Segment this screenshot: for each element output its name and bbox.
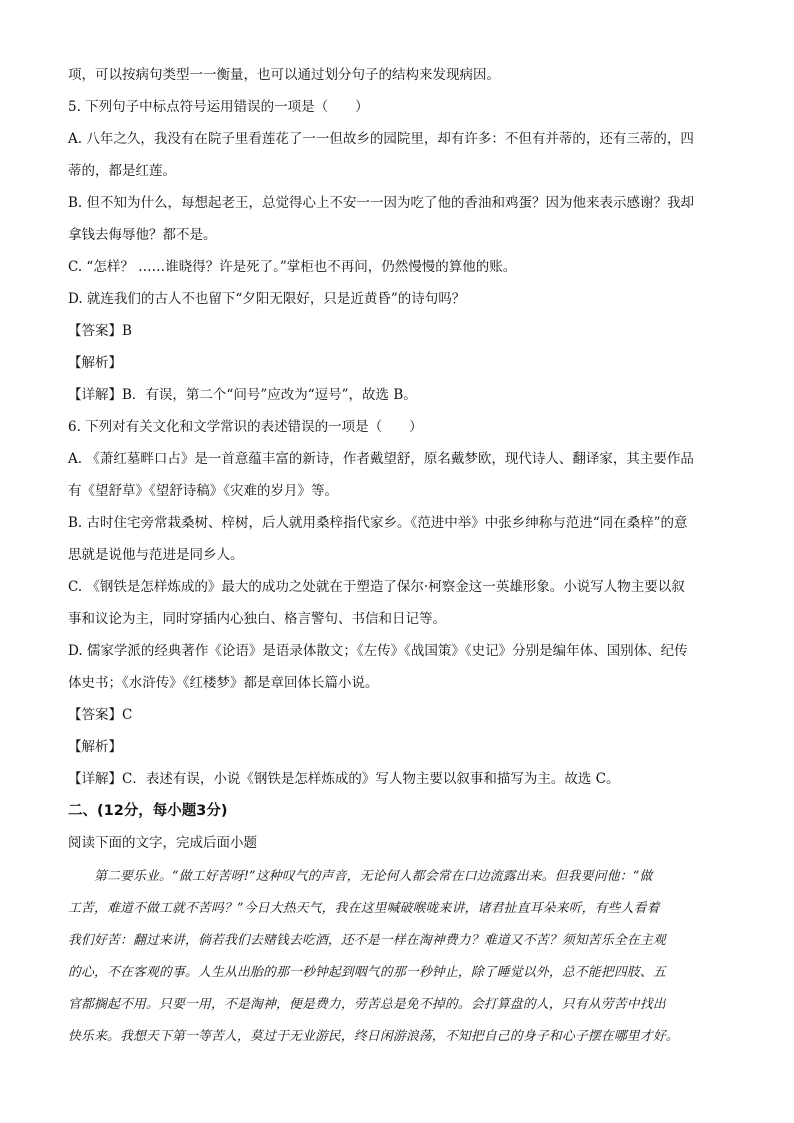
option-6c-line1: C. 《钢铁是怎样炼成的》最大的成功之处就在于塑造了保尔·柯察金这一英雄形象。小说写人物主要以叙	[68, 579, 685, 595]
option-6a-line1: A. 《萧红墓畔口占》是一首意蕴丰富的新诗，作者戴望舒，原名戴梦欧，现代诗人、翻译家，其主要作品	[68, 451, 694, 467]
option-5b-line1: B. 但不知为什么，每想起老王，总觉得心上不安一一因为吃了他的香油和鸡蛋？因为他来表示感谢？我却	[68, 195, 695, 211]
question-6: 6. 下列对有关文化和文学常识的表述错误的一项是（ ）	[68, 419, 423, 435]
option-5b-line2: 拿钱去侮辱他？都不是。	[68, 227, 217, 243]
passage-line-4: 的心，不在客观的事。人生从出胎的那一秒钟起到咽气的那一秒钟止，除了睡觉以外，总不能把四肢、五	[68, 965, 666, 980]
option-6c-line2: 事和议论为主，同时穿插内心独白、格言警句、书信和日记等。	[68, 611, 446, 627]
detail-6: 【详解】C．表述有误，小说《钢铁是怎样炼成的》写人物主要以叙事和描写为主。故选 C。	[68, 771, 620, 787]
option-5c: C. “怎样？ ……谁晓得？许是死了。”掌柜也不再问，仍然慢慢的算他的账。	[68, 259, 517, 275]
answer-5: 【答案】B	[68, 323, 132, 339]
passage-line-3: 我们好苦：翻过来讲，倘若我们去赌钱去吃酒，还不是一样在淘神费力？难道又不苦？须知苦乐全在主观	[68, 933, 666, 948]
answer-6: 【答案】C	[68, 707, 133, 723]
section-title: 二、(12分，每小题3分)	[68, 803, 228, 819]
analysis-5-heading: 【解析】	[68, 355, 122, 371]
passage-line-1: 第二要乐业。“做工好苦呀!”这种叹气的声音，无论何人都会常在口边流露出来。但我要问他：“做	[68, 869, 653, 884]
option-5d: D. 就连我们的古人不也留下“夕阳无限好，只是近黄昏”的诗句吗？	[68, 291, 466, 307]
intro-line: 项，可以按病句类型一一衡量，也可以通过划分句子的结构来发现病因。	[68, 67, 500, 83]
passage-line-2: 工苦，难道不做工就不苦吗？”今日大热天气，我在这里喊破喉咙来讲，诸君扯直耳朵来听，有些人看着	[68, 901, 660, 916]
option-5a-line1: A. 八年之久，我没有在院子里看莲花了一一但故乡的园院里，却有许多：不但有并蒂的，还有三蒂的，四	[68, 131, 694, 147]
option-6d-line2: 体史书；《水浒传》《红楼梦》都是章回体长篇小说。	[68, 675, 379, 691]
analysis-6-heading: 【解析】	[68, 739, 122, 755]
option-6b-line1: B. 古时住宅旁常栽桑树、梓树，后人就用桑梓指代家乡。《范进中举》中张乡绅称与范进“同在桑梓”的意	[68, 515, 688, 531]
section-instruction: 阅读下面的文字，完成后面小题	[68, 835, 257, 851]
passage-line-6: 快乐来。我想天下第一等苦人，莫过于无业游民，终日闲游浪荡，不知把自己的身子和心子摆在哪里才好。	[68, 1029, 679, 1044]
option-5a-line2: 蒂的，都是红莲。	[68, 163, 176, 179]
option-6a-line2: 有《望舒草》《望舒诗稿》《灾难的岁月》等。	[68, 483, 338, 499]
option-6d-line1: D. 儒家学派的经典著作《论语》是语录体散文；《左传》《战国策》《史记》分别是编年体、国别体、纪传	[68, 643, 688, 659]
option-6b-line2: 思就是说他与范进是同乡人。	[68, 547, 244, 563]
detail-5: 【详解】B．有误，第二个“问号”应改为“逗号”，故选 B。	[68, 387, 417, 403]
passage-line-5: 官都搁起不用。只要一用，不是淘神，便是费力，劳苦总是免不掉的。会打算盘的人，只有从劳苦中找出	[68, 997, 666, 1012]
question-5: 5. 下列句子中标点符号运用错误的一项是（ ）	[68, 99, 369, 115]
